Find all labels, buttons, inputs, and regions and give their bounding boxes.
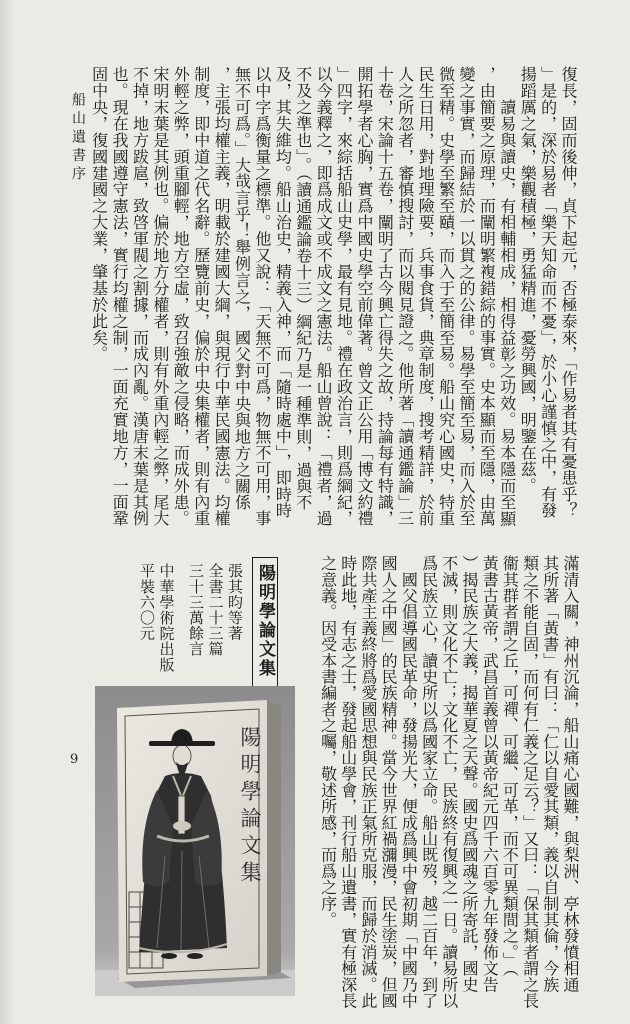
ad-author: 張其昀等著 xyxy=(226,563,244,641)
text-column: 衞其群者謂之丘，可禪、可繼、可革，而不可異類間之。」（ xyxy=(500,555,520,977)
text-column: 變之事實，而歸結於一以貫之的公律。易學至簡至易，而入於至 xyxy=(456,66,476,527)
text-column: 之意義。因受本書編者之囑，敬述所感，而爲之序。 xyxy=(318,555,338,928)
text-column: 微至精。史學至繁至賾，而入于至簡至易。船山究心國史，特重 xyxy=(436,66,456,527)
text-column: 時此地，有志之士，發起船山學會，刊行船山遺書，實有極深長 xyxy=(338,555,358,1009)
text-column: 」四字，來綜括船山史學，最有見地。禮在政治言，則爲綱紀， xyxy=(334,66,354,527)
text-column: 以今義釋之，即爲成文或不成文之憲法。船山曾說：「禮者，過 xyxy=(314,66,334,527)
text-column: 以中字爲衡量之標準。他又說：「天無不可爲，物無不可用，事 xyxy=(252,66,272,527)
text-column: 國父倡導國民革命，發揚光大，便成爲興中會初期「中國乃中 xyxy=(399,555,419,1009)
text-column: 不掉，地方跋扈，致啓軍閥之割據，而成內亂。漢唐末葉是其例 xyxy=(130,66,150,527)
text-column: 爲民族立心，讀史所以爲國家立命。船山既歿，越二百年，到了 xyxy=(419,555,439,1009)
text-column: 人之所忽者，審慎搜討，而以閱見證之。他所著「讀通鑑論」三 xyxy=(395,66,415,527)
text-column: 無不可爲。」大哉言乎！舉例言之， 國父對中央與地方之關係 xyxy=(232,66,252,511)
scan-shadow-edge xyxy=(0,0,14,1024)
ad-price: 平裝六〇元 xyxy=(138,563,156,641)
book-spine xyxy=(267,700,281,976)
upper-text-block xyxy=(88,66,578,536)
text-column: 際共產主義終將爲愛國思想與民族正氣所克服，而歸於消滅。此 xyxy=(358,555,378,1009)
paragraph-start-column: 讀易與讀史，有相輔相成，相得益彰之功效。易本隱而至顯 xyxy=(497,99,517,527)
ad-book-title: 陽明學論文集 xyxy=(252,557,278,687)
text-column: 民生日用，對地理險要，兵事食貨，典章制度，搜考精詳，於前 xyxy=(416,66,436,527)
running-header: 船山遺書序 xyxy=(70,92,86,185)
text-column: 復長，固而後伸，貞下起元，否極泰來，「作易者其有憂患乎？ xyxy=(559,66,578,519)
text-column: ）揭民族之大義，揭華夏之天聲。國史爲國魂之所寄託，國史 xyxy=(459,555,479,993)
text-column: 制度，即中道之代名辭。歷覽前史，偏於中央集權者，則有內重 xyxy=(191,66,211,527)
text-column: 國人之中國」的民族精神。當今世界紅禍瀰漫，民生塗炭，但國 xyxy=(379,555,399,1009)
text-column: 宋明末葉是其例也。偏於地方分權者，則有外重內輕之弊，尾大 xyxy=(150,66,170,527)
text-column: 」是的，深於易者「樂天知命而不憂」，於小心謹慎之中，有發 xyxy=(538,66,558,519)
text-column: 十卷，宋論十五卷，闡明了古今興亡得失之故，持論每有特識， xyxy=(375,66,395,527)
text-column: 外輕之弊，頭重腳輕，地方空虛，致召強敵之侵略，而成外患。 xyxy=(171,66,191,527)
text-column: 不及之準也」。（讀通鑑論卷十三）綱紀乃是一種準則，過與不 xyxy=(293,66,313,511)
text-column: 及，其失維均。船山治史，精義入神，而「隨時處中」，即時時 xyxy=(273,66,293,519)
page-number: 9 xyxy=(70,752,79,767)
ad-chapter-count: 全書二十三篇 xyxy=(206,563,225,657)
text-column: 類之不能自固，而何有仁義之足云？」又曰：「保其類者謂之長 xyxy=(520,555,540,1009)
cover-title: 陽明學論文集 xyxy=(238,726,262,888)
text-column: ，由簡要之原理，而闡明繁複錯綜的事實。史本顯而至隱，由萬 xyxy=(477,66,497,527)
text-column: 不滅，則文化不亡；文化不亡，民族終有復興之一日。讀易所以 xyxy=(439,555,459,1009)
book-cover-photo xyxy=(95,686,295,996)
text-column: 也。現在我國遵守憲法，實行均權之制，一面充實地方，一面鞏 xyxy=(110,66,130,527)
lower-text-block xyxy=(317,555,580,1015)
text-column: 其所著「黃書」有曰：「仁以自愛其類，義以自制其倫，今族 xyxy=(540,555,560,993)
text-column: 滿清入關，神州沉淪，船山痛心國難，與梨洲、亭林發憤相通 xyxy=(561,555,580,993)
text-column: 開拓學者心胸，實爲中國史學空前偉著。曾文正公用「博文約禮 xyxy=(354,66,374,527)
text-column: 固中央，復國建國之大業，肇基於此矣。 xyxy=(89,66,109,363)
ad-publisher: 中華學術院出版 xyxy=(157,563,176,673)
book-advertisement xyxy=(137,557,279,687)
text-column: ，主張均權主義，明載於建國大綱，與現行中華民國憲法。均權 xyxy=(212,66,232,527)
ad-word-count: 三十三萬餘言 xyxy=(187,563,205,657)
book-cover-photo-image xyxy=(95,686,295,996)
text-column: 揚蹈厲之氣，樂觀積極，勇猛精進，憂勞興國，明鑒在茲。 xyxy=(518,66,538,494)
text-column: 黃書古黃帝，武昌首義曾以黃帝紀元四千六百零九年發佈文告 xyxy=(480,555,500,993)
